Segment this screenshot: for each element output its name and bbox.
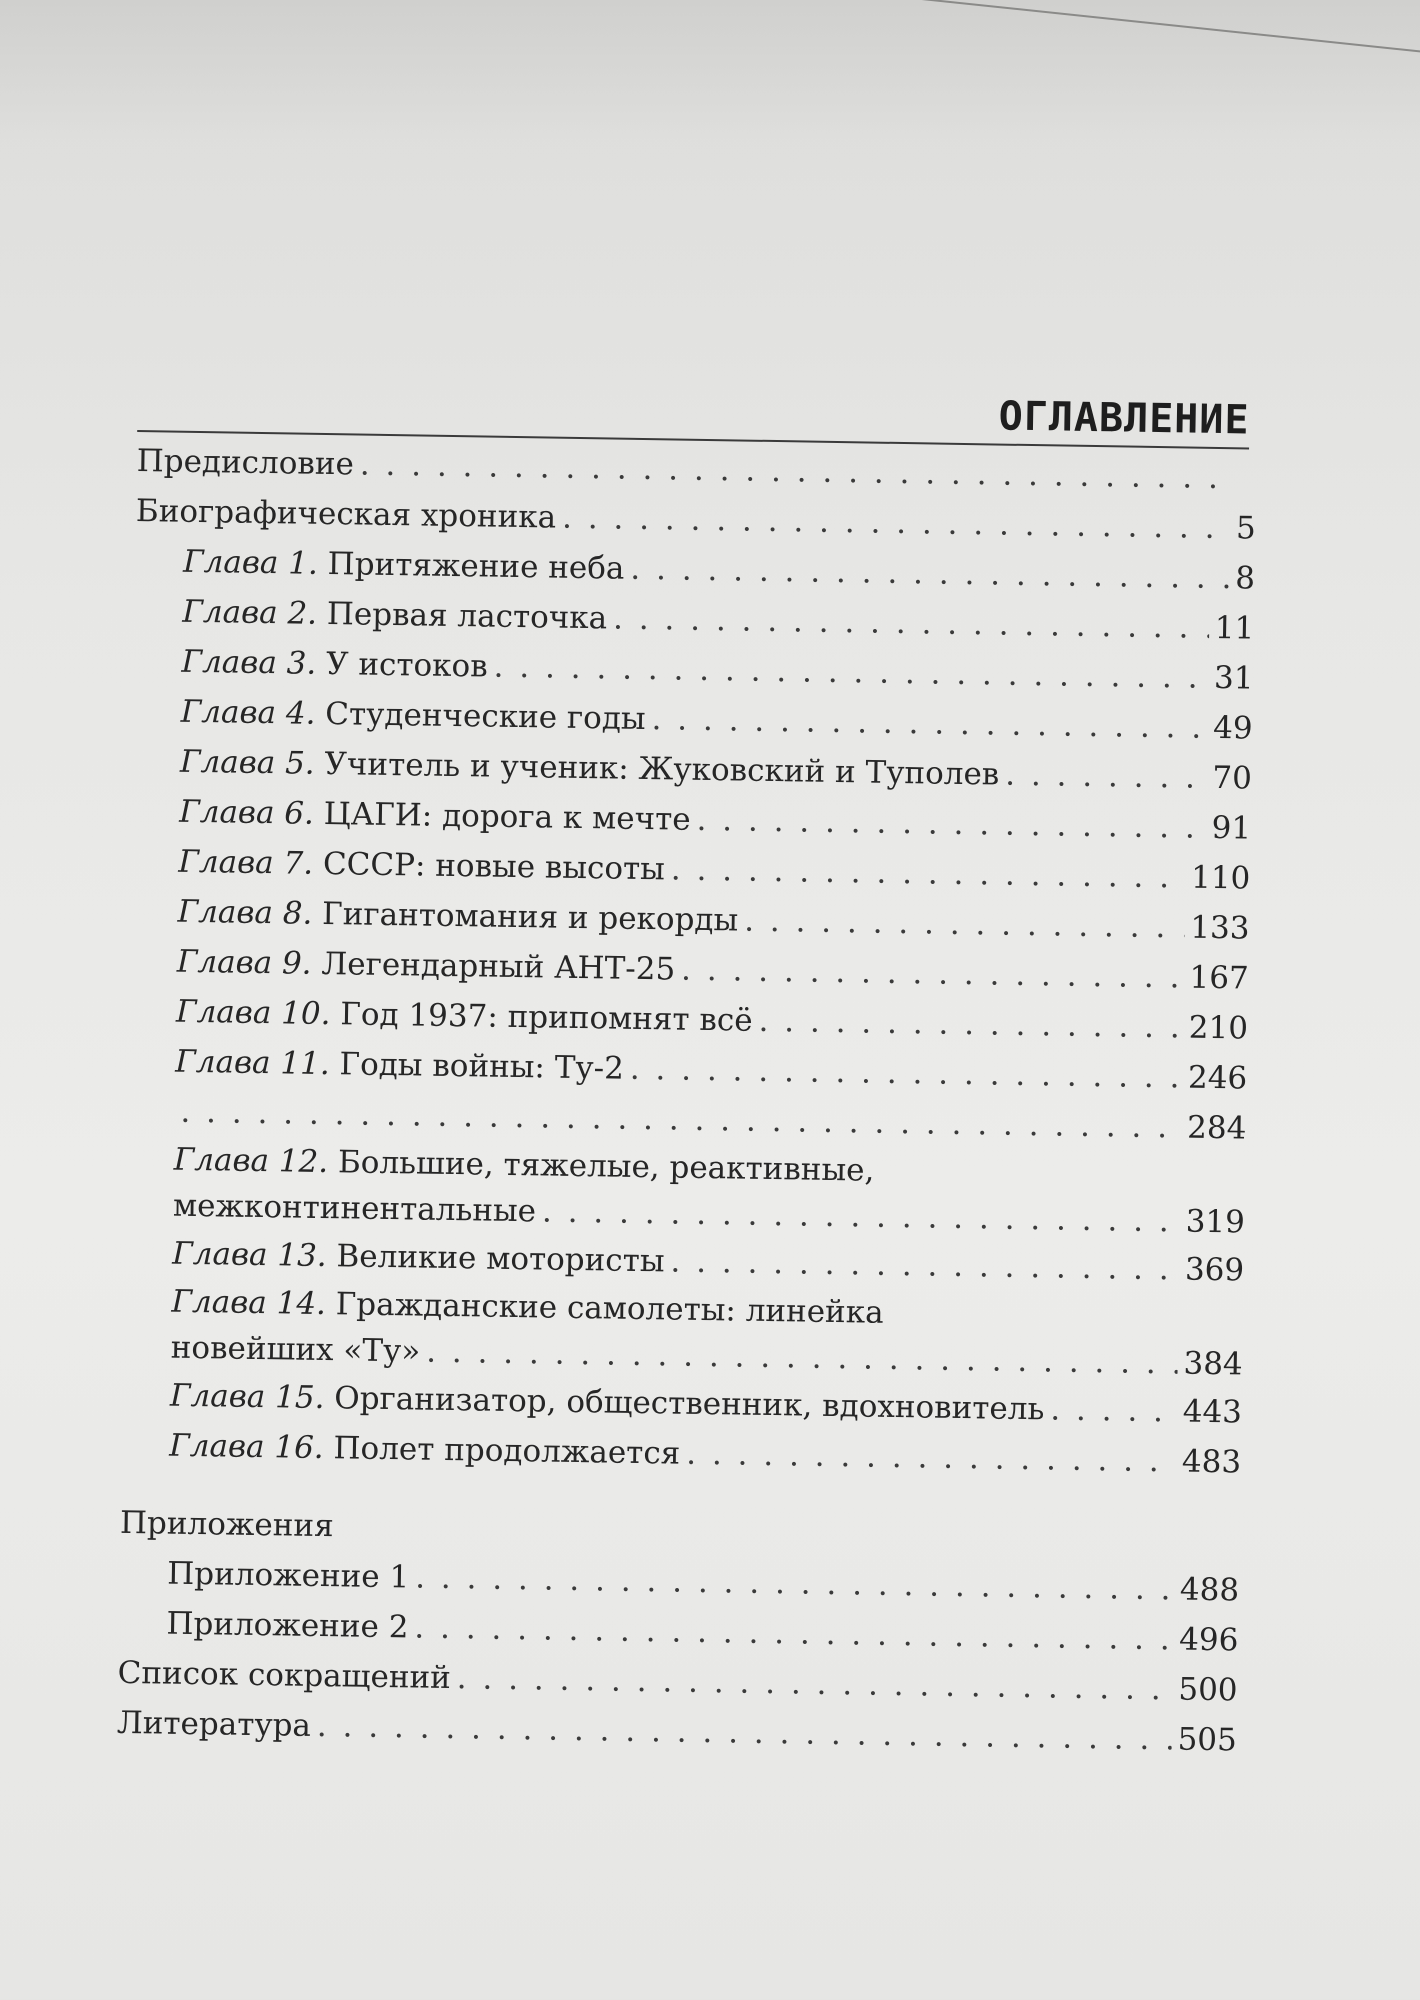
toc-entry-label: Приложение 2 [166, 1605, 409, 1646]
toc-entry-label: Предисловие [136, 442, 355, 483]
toc-entry-label: Биографическая хроника [135, 492, 557, 536]
toc-entry-label: Организатор, общественник, вдохновитель [334, 1380, 1045, 1428]
toc-entry-label: Гигантомания и рекорды [321, 895, 739, 939]
page-top-shadow [0, 0, 1420, 140]
toc-entry-label: Великие мотористы [336, 1238, 665, 1280]
toc-entry-page: 210 [1188, 1009, 1249, 1047]
toc-entry-page: 167 [1189, 959, 1250, 997]
leader-dots [629, 1044, 1182, 1103]
toc-entry-label: Притяжение неба [327, 546, 625, 587]
toc-entry-label: Полет продолжается [333, 1430, 681, 1472]
chapter-number: Глава 6. [178, 793, 315, 832]
chapter-number: Глава 15. [169, 1377, 325, 1417]
toc-entry-label: Учитель и ученик: Жуковский и Туполев [324, 745, 1000, 793]
leader-dots [1005, 750, 1207, 803]
chapter-number: Глава 3. [181, 643, 317, 682]
toc-entry-label: Годы войны: Ту-2 [339, 1046, 625, 1087]
leader-dots [696, 795, 1206, 853]
toc-entry-page: 443 [1182, 1393, 1243, 1431]
toc-entry-page: 384 [1183, 1345, 1243, 1383]
toc-entry-page: 70 [1212, 759, 1253, 797]
toc-entry-page: 11 [1214, 609, 1255, 647]
toc-entry-page: 496 [1178, 1621, 1239, 1659]
leader-dots [758, 996, 1183, 1053]
chapter-number: Глава 5. [179, 743, 315, 782]
toc-entry-label-cont: новейших «Ту» [170, 1329, 421, 1370]
appendix-group-label: Приложения [119, 1504, 334, 1545]
leader-dots [686, 1429, 1176, 1487]
leader-dots [744, 896, 1185, 953]
toc-entry-page: 246 [1187, 1059, 1248, 1097]
leader-dots [670, 1236, 1179, 1294]
toc-entry-page: 284 [1186, 1109, 1247, 1147]
leader-dots [681, 945, 1184, 1003]
toc-entry-page: 49 [1212, 709, 1253, 747]
toc-entry-label: Гражданские самолеты: линейка [335, 1286, 884, 1331]
toc-entry-page: 110 [1190, 859, 1251, 897]
chapter-number: Глава 12. [173, 1141, 329, 1181]
chapter-number: Глава 2. [182, 593, 318, 632]
toc-entry-page: 5 [1235, 510, 1257, 547]
chapter-number: Глава 16. [168, 1427, 324, 1467]
page-title: ОГЛАВЛЕНИЕ [998, 393, 1250, 444]
toc-entry-chapter-14 [122, 1278, 1243, 1388]
leader-dots [1050, 1384, 1177, 1436]
toc-entry-chapter-12 [125, 1136, 1246, 1246]
toc-entry-page: 500 [1178, 1671, 1238, 1709]
toc-entry-page: 31 [1213, 659, 1254, 697]
toc-entry-label: Список сокращений [117, 1654, 452, 1697]
leader-dots [651, 694, 1207, 753]
toc-entry-label: СССР: новые высоты [322, 845, 666, 888]
toc-entry-label: Первая ласточка [326, 595, 608, 637]
toc-entry-page: 369 [1184, 1251, 1245, 1289]
toc-entry-label: ЦАГИ: дорога к мечте [323, 795, 691, 838]
toc-entry-page: 483 [1181, 1443, 1242, 1481]
toc-entry-label: Приложение 1 [166, 1555, 410, 1596]
toc-entry-label: Большие, тяжелые, реактивные, [337, 1144, 875, 1189]
chapter-number: Глава 11. [175, 1043, 330, 1083]
chapter-number: Глава 14. [171, 1283, 327, 1323]
toc-entry-page: 133 [1190, 909, 1250, 947]
toc-entry-label: Год 1937: припомнят всё [340, 996, 753, 1039]
toc-entry-label-cont: межконтинентальные [172, 1187, 537, 1230]
toc-entry-page: 488 [1179, 1571, 1240, 1609]
chapter-number: Глава 13. [171, 1235, 327, 1275]
chapter-number: Глава 8. [177, 893, 313, 932]
table-of-contents [117, 380, 1258, 1765]
toc-entry-label: Студенческие годы [325, 695, 646, 738]
chapter-number: Глава 7. [178, 843, 314, 882]
toc-entry-page: 505 [1177, 1721, 1238, 1759]
chapter-number: Глава 10. [175, 993, 331, 1033]
toc-entry-page: 91 [1211, 809, 1252, 847]
leader-dots [671, 844, 1186, 902]
chapter-number: Глава 1. [182, 543, 319, 582]
toc-entry-label: Литература [116, 1704, 312, 1744]
toc-entry-page: 8 [1235, 560, 1256, 597]
chapter-number: Глава 4. [180, 693, 316, 732]
chapter-number: Глава 9. [176, 943, 312, 982]
toc-entry-label: У истоков [325, 645, 488, 685]
toc-entry-page: 319 [1185, 1203, 1246, 1241]
toc-entry-label: Легендарный АНТ-25 [321, 945, 676, 988]
